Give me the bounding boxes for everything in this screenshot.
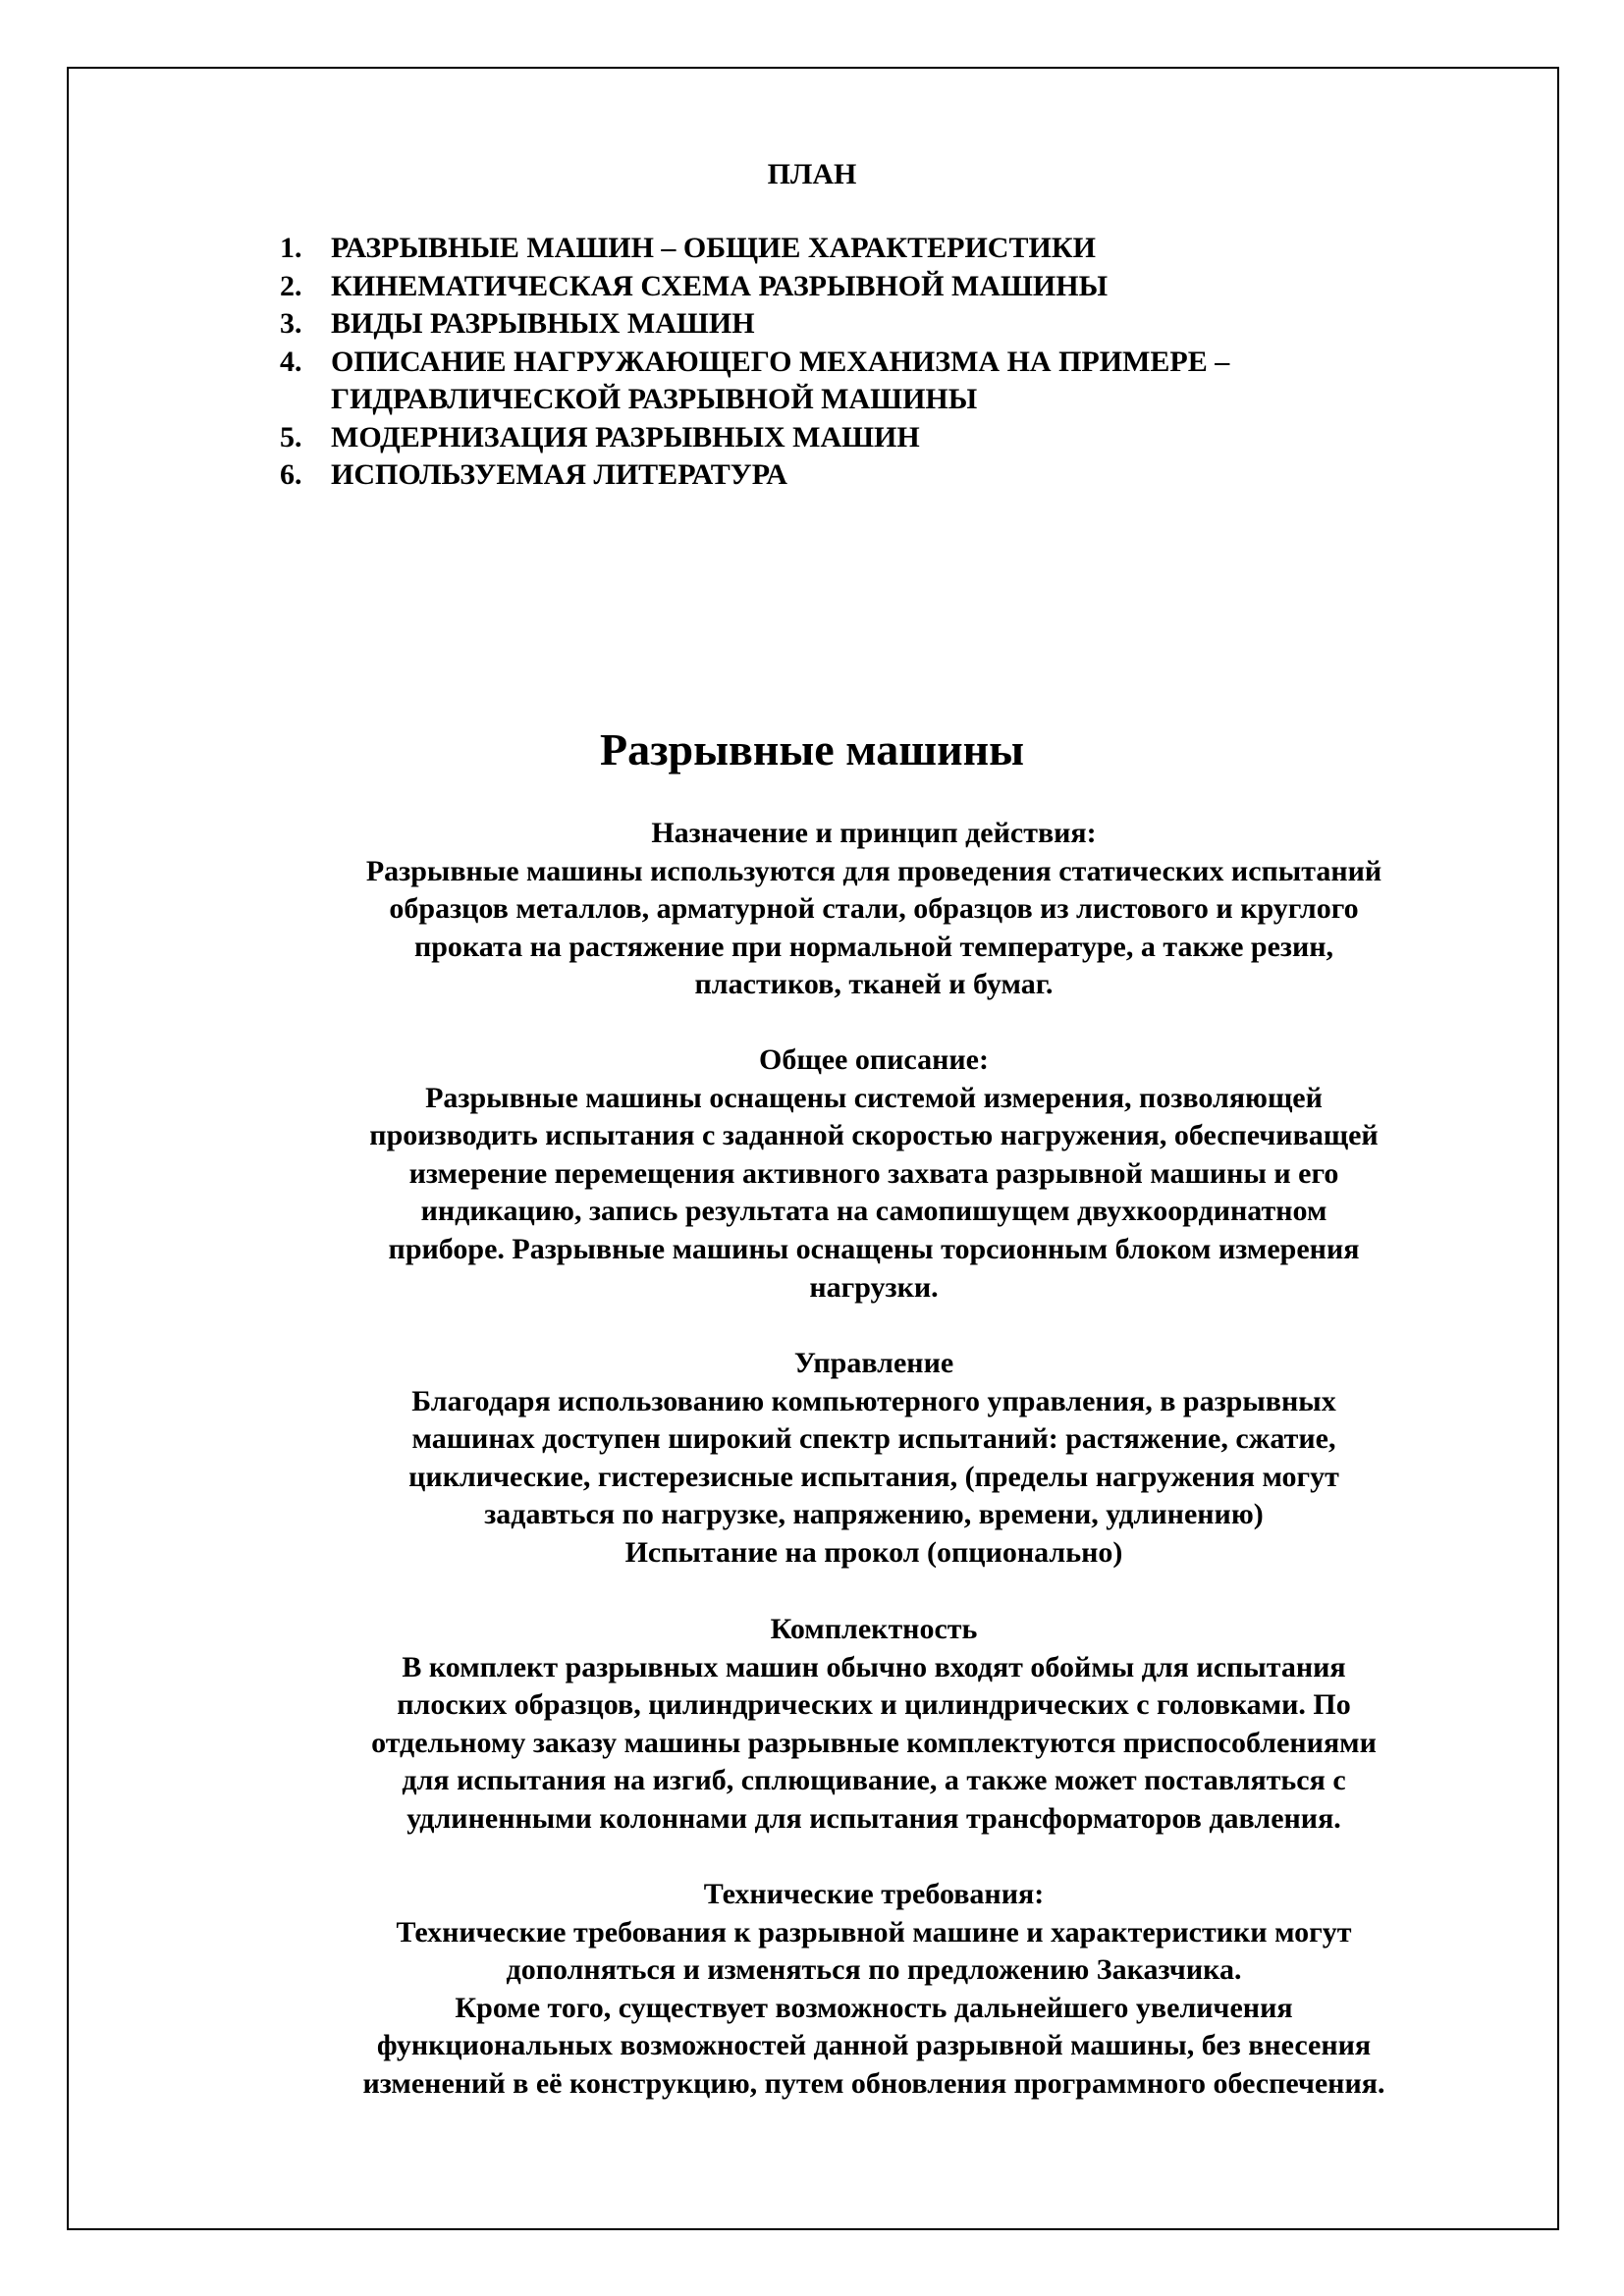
section-heading: Общее описание:: [759, 1043, 989, 1076]
plan-item-text: РАЗРЫВНЫЕ МАШИН – ОБЩИЕ ХАРАКТЕРИСТИКИ: [331, 232, 1096, 264]
plan-item: [280, 230, 1458, 268]
plan-item-text: ОПИСАНИЕ НАГРУЖАЮЩЕГО МЕХАНИЗМА НА ПРИМЕРЕ – ГИДРАВЛИЧЕСКОЙ РАЗРЫВНОЙ МАШИНЫ: [331, 345, 1230, 415]
section-body: В комплект разрывных машин обычно входят обоймы для испытания плоских образцов, цилиндрических и цилиндрических с головками. По отдельному заказу машины разрывные комплектуются приспособлениями для испытания на изгиб, сплющивание, а также может поставляться с удлиненными колоннами для испытания трансформаторов давления.: [371, 1650, 1377, 1835]
plan-item-text: ИСПОЛЬЗУЕМАЯ ЛИТЕРАТУРА: [331, 458, 787, 491]
section-heading: Комплектность: [770, 1613, 978, 1645]
section-control: [285, 1345, 1463, 1573]
plan-item: [280, 456, 1458, 495]
plan-item: [280, 344, 1458, 419]
plan-item-number: 6.: [280, 458, 302, 491]
section-heading: Технические требования:: [703, 1878, 1045, 1910]
section-completeness: [285, 1611, 1463, 1839]
plan-item-number: 5.: [280, 420, 302, 454]
section-body: Разрывные машины оснащены системой измерения, позволяющей производить испытания с заданной скоростью нагружения, обеспечиващей измерение перемещения активного захвата разрывной машины и его индикацию, запись результата на самопишущем двухкоординатном приборе. Разрывные машины оснащены торсионным блоком измерения нагрузки.: [369, 1081, 1379, 1304]
plan-item-number: 2.: [280, 269, 302, 302]
section-body: Разрывные машины используются для проведения статических испытаний образцов металлов, арматурной стали, образцов из листового и круглого проката на растяжение при нормальной температуре, а также резин, пластиков, тканей и бумаг.: [365, 854, 1382, 1001]
section-technical-requirements: [285, 1876, 1463, 2104]
plan-item: [280, 268, 1458, 306]
section-heading: Управление: [793, 1347, 954, 1379]
plan-item-text: КИНЕМАТИЧЕСКАЯ СХЕМА РАЗРЫВНОЙ МАШИНЫ: [331, 269, 1109, 302]
plan-item-number: 1.: [280, 232, 302, 264]
section-heading: Назначение и принцип действия:: [651, 817, 1097, 849]
section-body: Благодаря использованию компьютерного управления, в разрывных машинах доступен широкий спектр испытаний: растяжение, сжатие, циклические, гистерезисные испытания, (пределы нагружения могут задавться по нагрузке, напряжению, времени, удлинению) Испытание на прокол (опционально): [408, 1384, 1339, 1569]
document-title: Разрывные машины: [599, 724, 1025, 774]
plan-item: [280, 419, 1458, 457]
plan-item: [280, 305, 1458, 344]
section-body: Технические требования к разрывной машине и характеристики могут дополняться и изменяться по предложению Заказчика. Кроме того, существует возможность дальнейшего увеличения функциональных возможностей данной разрывной машины, без внесения изменений в её конструкцию, путем обновления программного обеспечения.: [362, 1915, 1385, 2100]
plan-item-text: ВИДЫ РАЗРЫВНЫХ МАШИН: [331, 307, 755, 340]
plan-item-number: 3.: [280, 307, 302, 340]
section-general-description: [285, 1041, 1463, 1307]
plan-title: ПЛАН: [767, 158, 857, 190]
section-purpose: [285, 815, 1463, 1004]
plan-item-text: МОДЕРНИЗАЦИЯ РАЗРЫВНЫХ МАШИН: [331, 420, 920, 454]
plan-item-number: 4.: [280, 345, 302, 378]
plan-list: [280, 230, 1458, 495]
